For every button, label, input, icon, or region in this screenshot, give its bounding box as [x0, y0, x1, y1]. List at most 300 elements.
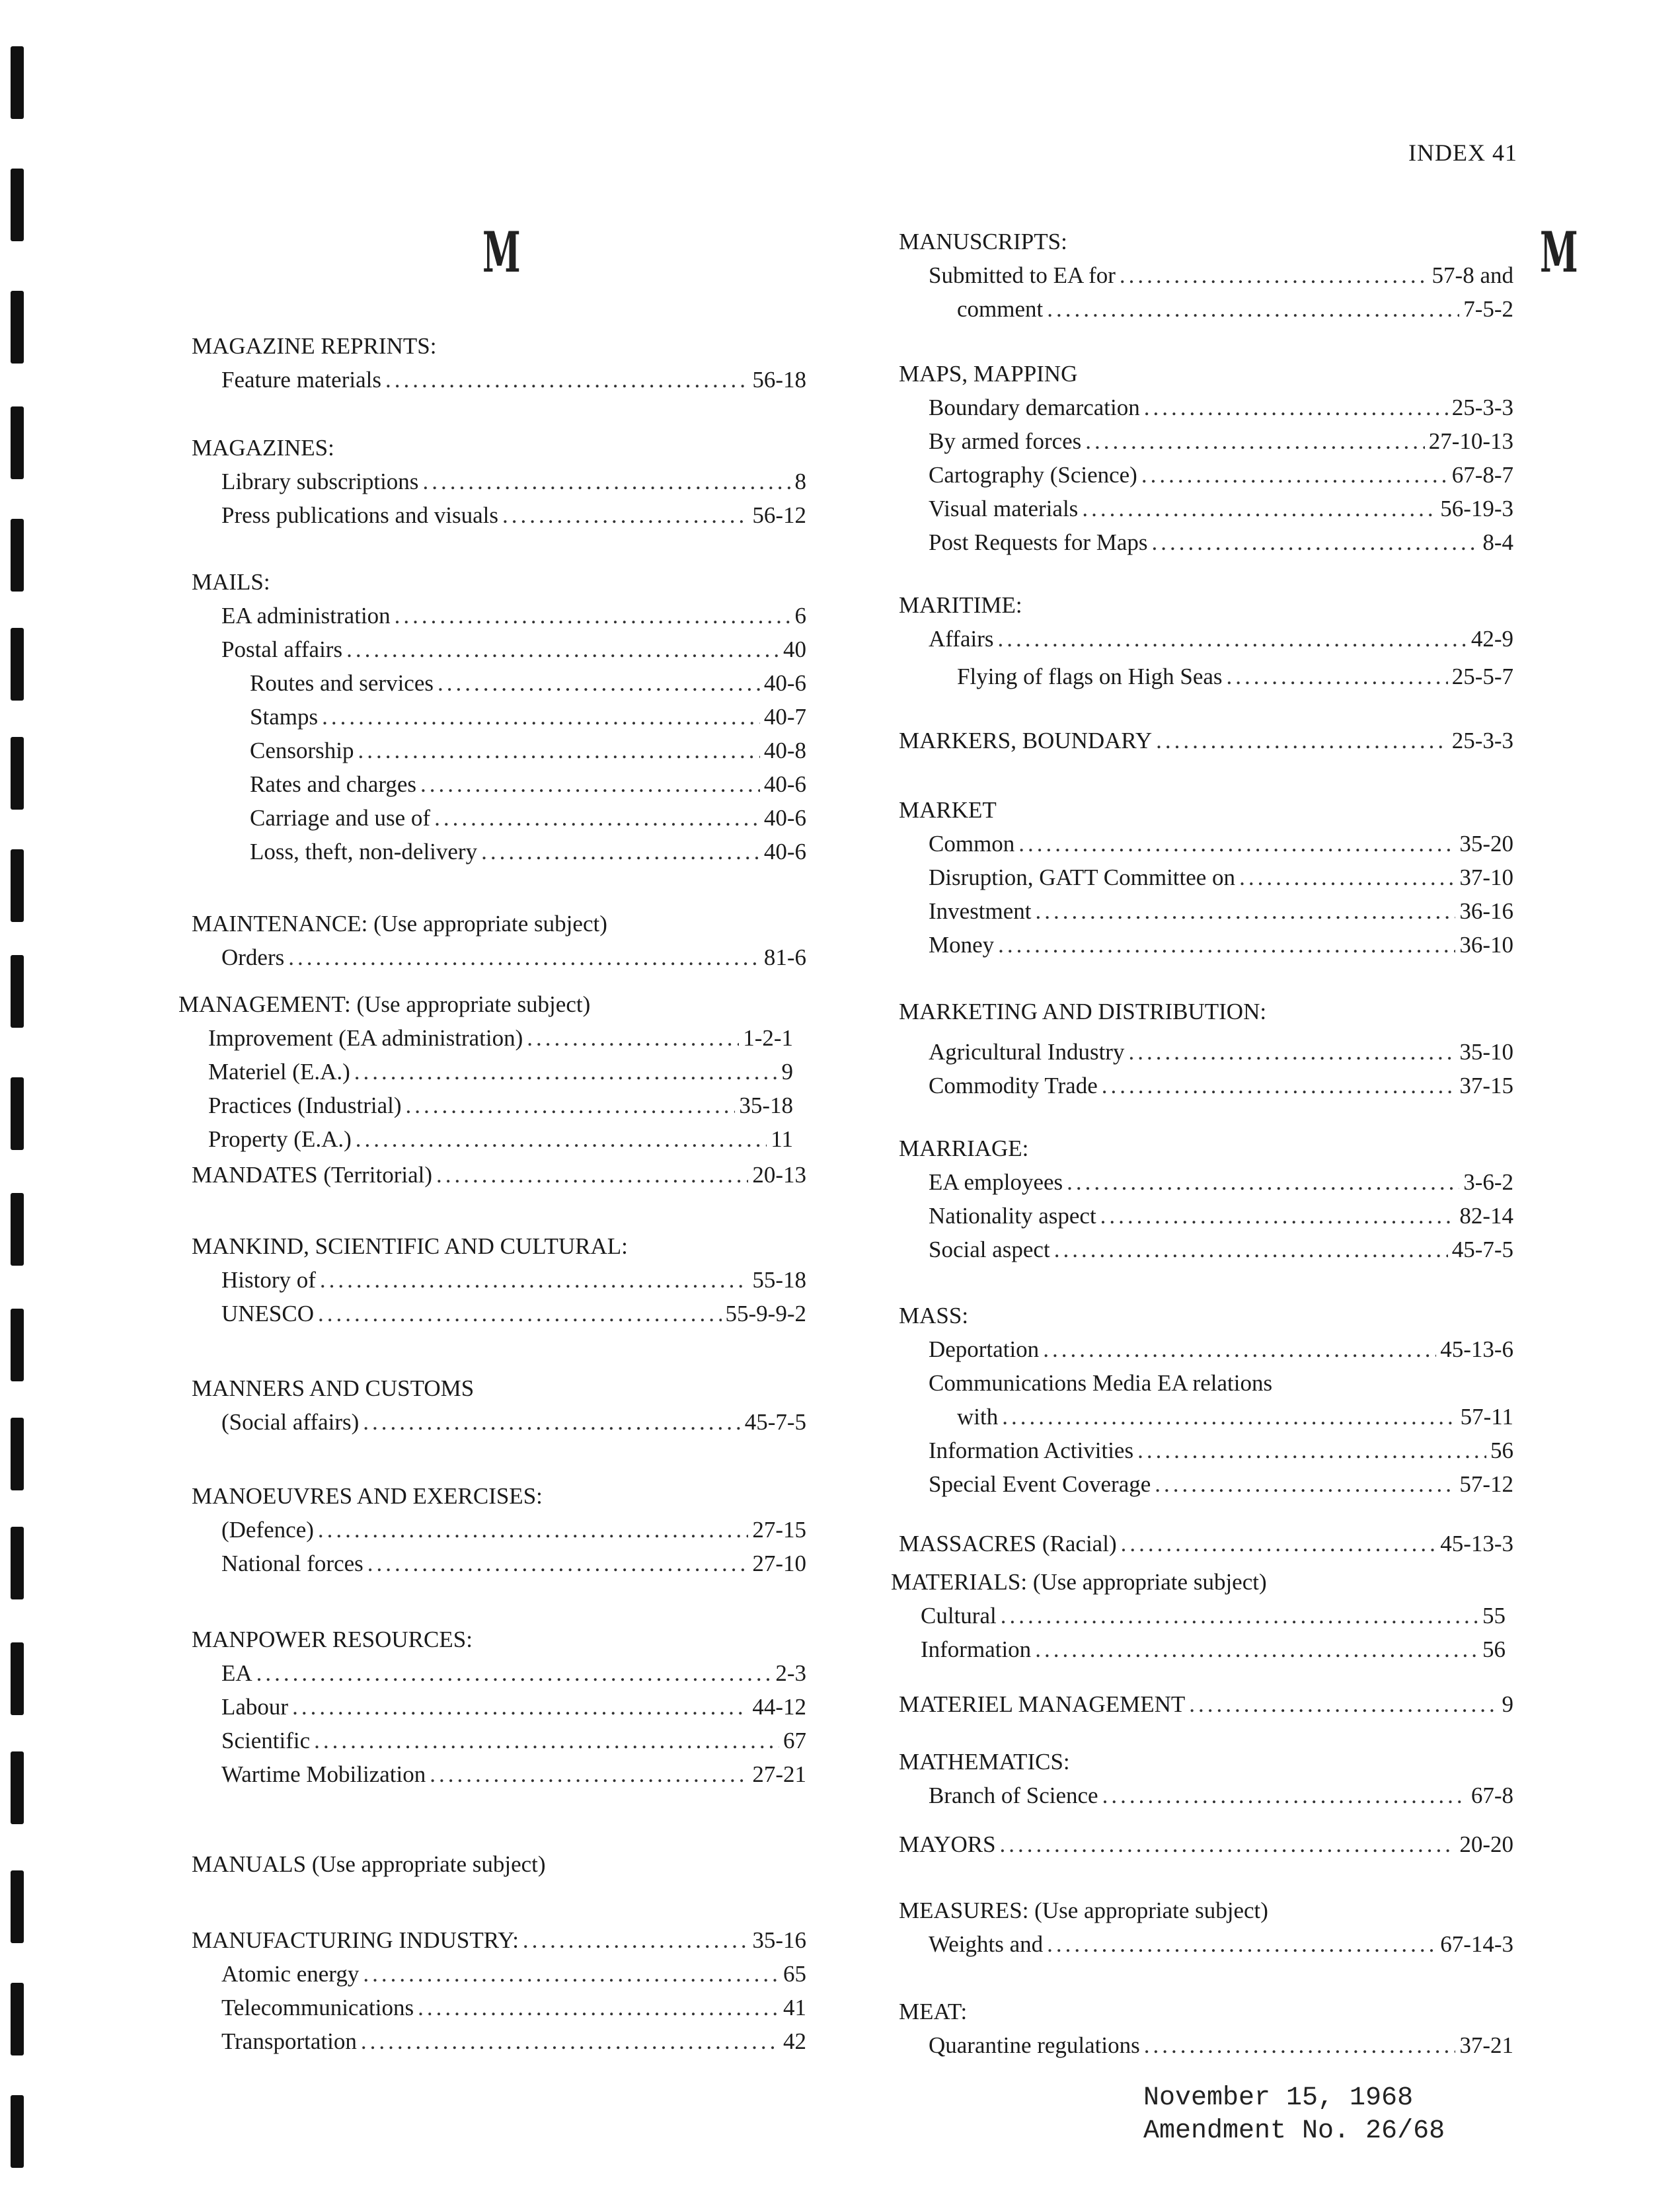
- index-heading: MANPOWER RESOURCES:: [192, 1627, 473, 1652]
- index-section: [192, 1158, 806, 1192]
- index-entry: [899, 1527, 1513, 1560]
- dot-leader: [354, 1055, 778, 1089]
- index-entry: [899, 292, 1513, 326]
- entry-reference: 56-19-3: [1440, 496, 1513, 521]
- entry-label: Telecommunications: [221, 1995, 414, 2020]
- index-entry: [899, 492, 1513, 525]
- index-entry: [192, 734, 806, 767]
- index-section: [192, 1847, 806, 1881]
- binder-mark: [11, 2095, 24, 2168]
- dot-leader: [1047, 292, 1459, 326]
- entry-label: Social aspect: [929, 1237, 1050, 1262]
- footer-date: November 15, 1968: [1143, 2083, 1414, 2113]
- entry-reference: 45-7-5: [1451, 1237, 1513, 1262]
- entry-reference: 45-13-6: [1440, 1336, 1513, 1362]
- entry-label: Common: [929, 831, 1015, 857]
- index-section: [192, 431, 806, 532]
- entry-reference: 55-18: [752, 1267, 806, 1293]
- binder-mark: [11, 169, 24, 241]
- index-entry: [899, 894, 1513, 928]
- index-heading: MAPS, MAPPING: [899, 361, 1078, 387]
- dot-leader: [1121, 1527, 1437, 1560]
- dot-leader: [1137, 1434, 1486, 1467]
- index-heading: MARKET: [899, 797, 997, 823]
- index-section: [899, 1995, 1513, 2062]
- index-section: [192, 1923, 806, 2058]
- entry-reference: 56-12: [752, 502, 806, 528]
- index-entry: [192, 2024, 806, 2058]
- index-section: [899, 1745, 1513, 1812]
- index-entry: [899, 1199, 1513, 1233]
- dot-leader: [1054, 1233, 1448, 1266]
- entry-label: Stamps: [250, 704, 319, 730]
- binder-mark: [11, 1983, 24, 2055]
- entry-reference: 40-6: [763, 771, 806, 797]
- binder-mark: [11, 1870, 24, 1943]
- entry-label: Carriage and use of: [250, 805, 431, 831]
- entry-reference: 20-13: [752, 1162, 806, 1188]
- index-entry: [192, 941, 806, 974]
- index-entry: [178, 1122, 793, 1156]
- dot-leader: [361, 2024, 779, 2058]
- index-section: [899, 588, 1513, 693]
- index-heading: MARKETING AND DISTRIBUTION:: [899, 999, 1267, 1024]
- entry-label: MARKERS, BOUNDARY: [899, 728, 1153, 753]
- dot-leader: [1067, 1165, 1459, 1199]
- dot-leader: [288, 941, 760, 974]
- binder-mark: [11, 46, 24, 119]
- index-entry: [192, 1757, 806, 1791]
- dot-leader: [1002, 1400, 1456, 1434]
- entry-label: Press publications and visuals: [221, 502, 498, 528]
- entry-label: Communications Media EA relations: [929, 1370, 1273, 1396]
- dot-leader: [438, 666, 760, 700]
- entry-reference: 2-3: [775, 1660, 806, 1686]
- entry-reference: 40-8: [763, 738, 806, 763]
- index-entry: [899, 1434, 1513, 1467]
- index-entry: [178, 1089, 793, 1122]
- entry-reference: 55: [1482, 1603, 1506, 1629]
- entry-reference: 67: [783, 1728, 806, 1753]
- dot-leader: [320, 1263, 748, 1297]
- binder-mark: [11, 955, 24, 1028]
- amendment-footer: [1143, 2082, 1445, 2148]
- dot-leader: [1141, 458, 1448, 492]
- entry-reference: 42: [783, 2028, 806, 2054]
- binder-mark: [11, 1751, 24, 1824]
- index-entry: [899, 622, 1513, 656]
- index-heading: MASS:: [899, 1303, 969, 1328]
- entry-reference: 37-10: [1459, 864, 1513, 890]
- dot-leader: [1152, 525, 1479, 559]
- entry-label: Feature materials: [221, 367, 381, 393]
- index-section: [891, 1565, 1506, 1666]
- binder-mark: [11, 1077, 24, 1150]
- entry-reference: 9: [1502, 1691, 1513, 1717]
- index-entry: [192, 767, 806, 801]
- entry-label: Boundary demarcation: [929, 395, 1140, 420]
- index-heading: MARRIAGE:: [899, 1135, 1029, 1161]
- index-heading: MANAGEMENT: (Use appropriate subject): [178, 991, 591, 1017]
- dot-leader: [420, 767, 760, 801]
- entry-label: Post Requests for Maps: [929, 529, 1148, 555]
- dot-leader: [1189, 1687, 1498, 1721]
- index-section: [178, 987, 793, 1156]
- dot-leader: [1239, 861, 1455, 894]
- dot-leader: [1227, 660, 1448, 693]
- index-entry: [192, 1405, 806, 1439]
- index-entry: [899, 258, 1513, 292]
- index-section: [192, 1229, 806, 1330]
- entry-reference: 65: [783, 1961, 806, 1987]
- binder-mark: [11, 737, 24, 810]
- binder-mark: [11, 849, 24, 922]
- index-entry: [899, 1035, 1513, 1069]
- binder-mark: [11, 1418, 24, 1490]
- entry-label: Transportation: [221, 2028, 357, 2054]
- index-entry: [192, 498, 806, 532]
- index-entry: [192, 633, 806, 666]
- index-entry: [192, 599, 806, 633]
- dot-leader: [1102, 1069, 1456, 1102]
- dot-leader: [363, 1957, 779, 1991]
- entry-reference: 40: [783, 636, 806, 662]
- index-entry: [178, 1055, 793, 1089]
- entry-reference: 8: [794, 469, 806, 494]
- index-entry: [192, 1923, 806, 1957]
- dot-leader: [481, 835, 760, 868]
- entry-label: EA employees: [929, 1169, 1063, 1195]
- dot-leader: [395, 599, 791, 633]
- entry-reference: 40-6: [763, 670, 806, 696]
- dot-leader: [406, 1089, 736, 1122]
- entry-reference: 55-9-9-2: [725, 1301, 806, 1326]
- index-section: [899, 1894, 1513, 1961]
- entry-label: Library subscriptions: [221, 469, 419, 494]
- entry-label: Flying of flags on High Seas: [957, 664, 1223, 689]
- dot-leader: [502, 498, 748, 532]
- entry-label: Nationality aspect: [929, 1203, 1096, 1229]
- index-entry: [899, 1927, 1513, 1961]
- index-entry: [899, 458, 1513, 492]
- entry-reference: 35-20: [1459, 831, 1513, 857]
- entry-reference: 3-6-2: [1463, 1169, 1513, 1195]
- entry-label: MAYORS: [899, 1831, 996, 1857]
- entry-label: History of: [221, 1267, 316, 1293]
- entry-label: Orders: [221, 944, 285, 970]
- binder-mark: [11, 628, 24, 701]
- index-heading: MAINTENANCE: (Use appropriate subject): [192, 911, 607, 937]
- entry-label: National forces: [221, 1551, 363, 1576]
- index-section: [899, 1132, 1513, 1266]
- index-entry: [899, 1233, 1513, 1266]
- dot-leader: [1085, 424, 1424, 458]
- entry-reference: 35-10: [1459, 1039, 1513, 1065]
- entry-reference: 25-3-3: [1451, 728, 1513, 753]
- dot-leader: [1043, 1332, 1436, 1366]
- index-entry: [192, 1263, 806, 1297]
- dot-leader: [322, 700, 760, 734]
- index-section: [899, 357, 1513, 559]
- binder-mark: [11, 1309, 24, 1381]
- entry-label: Money: [929, 932, 995, 958]
- dot-leader: [1000, 1827, 1456, 1861]
- entry-label: (Defence): [221, 1517, 314, 1543]
- binder-mark: [11, 1193, 24, 1266]
- index-entry: [192, 1991, 806, 2024]
- index-heading: MAGAZINES:: [192, 435, 334, 461]
- entry-label: (Social affairs): [221, 1409, 360, 1435]
- entry-label: MASSACRES (Racial): [899, 1531, 1117, 1556]
- entry-reference: 35-16: [752, 1927, 806, 1953]
- dot-leader: [1128, 1035, 1455, 1069]
- entry-reference: 67-14-3: [1440, 1931, 1513, 1957]
- entry-label: Information Activities: [929, 1438, 1134, 1463]
- index-entry: [192, 1690, 806, 1724]
- entry-reference: 67-8: [1470, 1783, 1513, 1808]
- dot-leader: [1102, 1779, 1467, 1812]
- entry-reference: 36-16: [1459, 898, 1513, 924]
- index-entry: [192, 1656, 806, 1690]
- index-heading: MAILS:: [192, 569, 270, 595]
- entry-label: UNESCO: [221, 1301, 315, 1326]
- entry-reference: 45-13-3: [1440, 1531, 1513, 1556]
- dot-leader: [430, 1757, 748, 1791]
- binder-mark: [11, 519, 24, 592]
- dot-leader: [523, 1923, 748, 1957]
- entry-reference: 7-5-2: [1463, 296, 1513, 322]
- footer-amendment: Amendment No. 26/68: [1143, 2116, 1445, 2146]
- entry-label: MANUFACTURING INDUSTRY:: [192, 1927, 519, 1953]
- entry-label: Censorship: [250, 738, 354, 763]
- entry-reference: 27-15: [752, 1517, 806, 1543]
- binder-hole-marks: [7, 46, 26, 2161]
- entry-label: Loss, theft, non-delivery: [250, 839, 478, 864]
- entry-reference: 56-18: [752, 367, 806, 393]
- entry-reference: 37-15: [1459, 1073, 1513, 1098]
- dot-leader: [1155, 1467, 1455, 1501]
- entry-label: Affairs: [929, 626, 994, 652]
- entry-reference: 57-12: [1459, 1471, 1513, 1497]
- entry-reference: 27-10-13: [1428, 428, 1513, 454]
- entry-reference: 25-3-3: [1451, 395, 1513, 420]
- dot-leader: [1144, 391, 1448, 424]
- entry-reference: 9: [781, 1059, 793, 1085]
- index-entry: [899, 827, 1513, 861]
- index-section: [192, 1623, 806, 1791]
- dot-leader: [363, 1405, 740, 1439]
- entry-label: Agricultural Industry: [929, 1039, 1125, 1065]
- entry-reference: 81-6: [763, 944, 806, 970]
- index-section: [192, 1371, 806, 1439]
- entry-label: Special Event Coverage: [929, 1471, 1151, 1497]
- entry-reference: 41: [783, 1995, 806, 2020]
- index-entry: [899, 1366, 1513, 1400]
- dot-leader: [998, 928, 1455, 962]
- index-entry: [899, 391, 1513, 424]
- entry-label: Visual materials: [929, 496, 1079, 521]
- entry-label: Improvement (EA administration): [208, 1025, 523, 1051]
- index-entry: [899, 1779, 1513, 1812]
- index-entry: [899, 1467, 1513, 1501]
- index-entry: [192, 666, 806, 700]
- index-section: [192, 907, 806, 974]
- index-section: [899, 225, 1513, 326]
- index-entry: [899, 525, 1513, 559]
- entry-reference: 57-8 and: [1432, 262, 1513, 288]
- index-entry: [192, 363, 806, 397]
- index-section: [192, 1479, 806, 1580]
- dot-leader: [1047, 1927, 1436, 1961]
- binder-mark: [11, 1527, 24, 1599]
- entry-label: Atomic energy: [221, 1961, 360, 1987]
- dot-leader: [434, 801, 760, 835]
- entry-label: Quarantine regulations: [929, 2032, 1140, 2058]
- section-letter-left: M: [482, 219, 521, 285]
- index-heading: MANOEUVRES AND EXERCISES:: [192, 1483, 543, 1509]
- index-section: [899, 1299, 1513, 1501]
- entry-reference: 27-21: [752, 1761, 806, 1787]
- entry-label: Postal affairs: [221, 636, 343, 662]
- entry-label: Weights and: [929, 1931, 1044, 1957]
- entry-reference: 6: [794, 603, 806, 629]
- index-entry: [192, 801, 806, 835]
- dot-leader: [1156, 724, 1448, 757]
- index-section: [192, 329, 806, 397]
- index-entry: [899, 1165, 1513, 1199]
- index-entry: [899, 424, 1513, 458]
- entry-label: Investment: [929, 898, 1032, 924]
- entry-reference: 25-5-7: [1451, 664, 1513, 689]
- dot-leader: [346, 633, 779, 666]
- index-entry: [899, 1827, 1513, 1861]
- dot-leader: [1001, 1599, 1478, 1632]
- entry-reference: 82-14: [1459, 1203, 1513, 1229]
- dot-leader: [1018, 827, 1455, 861]
- entry-label: Cultural: [921, 1603, 997, 1629]
- entry-label: Information: [921, 1636, 1032, 1662]
- dot-leader: [292, 1690, 748, 1724]
- binder-mark: [11, 406, 24, 479]
- dot-leader: [998, 622, 1467, 656]
- entry-reference: 11: [771, 1126, 793, 1152]
- index-heading: MEASURES: (Use appropriate subject): [899, 1898, 1268, 1923]
- dot-leader: [1144, 2028, 1456, 2062]
- entry-reference: 56: [1490, 1438, 1513, 1463]
- entry-label: MANDATES (Territorial): [192, 1162, 432, 1188]
- dot-leader: [367, 1547, 749, 1580]
- index-entry: [891, 1632, 1506, 1666]
- entry-label: Property (E.A.): [208, 1126, 352, 1152]
- index-entry: [192, 1547, 806, 1580]
- dot-leader: [1120, 258, 1428, 292]
- dot-leader: [436, 1158, 748, 1192]
- dot-leader: [318, 1513, 748, 1547]
- entry-reference: 36-10: [1459, 932, 1513, 958]
- dot-leader: [256, 1656, 772, 1690]
- entry-label: Wartime Mobilization: [221, 1761, 426, 1787]
- entry-reference: 35-18: [739, 1093, 793, 1118]
- dot-leader: [1035, 1632, 1478, 1666]
- section-letter-right: M: [1540, 219, 1578, 285]
- index-entry: [899, 660, 1513, 693]
- entry-label: Scientific: [221, 1728, 311, 1753]
- entry-reference: 57-11: [1460, 1404, 1513, 1430]
- entry-label: comment: [957, 296, 1044, 322]
- entry-label: Routes and services: [250, 670, 434, 696]
- entry-label: Labour: [221, 1694, 289, 1720]
- index-heading: MAGAZINE REPRINTS:: [192, 333, 437, 359]
- index-heading: MANNERS AND CUSTOMS: [192, 1375, 475, 1401]
- binder-mark: [11, 1642, 24, 1715]
- index-entry: [899, 861, 1513, 894]
- entry-label: Deportation: [929, 1336, 1040, 1362]
- index-section: [899, 1827, 1513, 1861]
- index-entry: [178, 1021, 793, 1055]
- dot-leader: [1036, 894, 1456, 928]
- entry-reference: 44-12: [752, 1694, 806, 1720]
- entry-label: Branch of Science: [929, 1783, 1098, 1808]
- index-heading: MANUSCRIPTS:: [899, 229, 1067, 254]
- index-entry: [192, 465, 806, 498]
- index-section: [899, 724, 1513, 757]
- dot-leader: [358, 734, 760, 767]
- entry-label: Cartography (Science): [929, 462, 1137, 488]
- dot-leader: [385, 363, 748, 397]
- index-heading: MANUALS (Use appropriate subject): [192, 1851, 546, 1877]
- page-number-header: INDEX 41: [1408, 139, 1517, 166]
- index-entry: [899, 1332, 1513, 1366]
- index-entry: [891, 1599, 1506, 1632]
- entry-reference: 37-21: [1459, 2032, 1513, 2058]
- entry-label: Practices (Industrial): [208, 1093, 402, 1118]
- entry-reference: 40-6: [763, 839, 806, 864]
- entry-label: with: [957, 1404, 999, 1430]
- binder-mark: [11, 291, 24, 364]
- index-entry: [192, 700, 806, 734]
- entry-reference: 8-4: [1482, 529, 1513, 555]
- index-entry: [192, 1724, 806, 1757]
- index-heading: MATHEMATICS:: [899, 1749, 1070, 1775]
- entry-reference: 27-10: [752, 1551, 806, 1576]
- dot-leader: [318, 1297, 722, 1330]
- index-entry: [899, 1687, 1513, 1721]
- index-heading: MARITIME:: [899, 592, 1022, 618]
- entry-label: EA: [221, 1660, 252, 1686]
- index-heading: MATERIALS: (Use appropriate subject): [891, 1569, 1267, 1595]
- entry-reference: 40-6: [763, 805, 806, 831]
- index-entry: [899, 1400, 1513, 1434]
- dot-leader: [1082, 492, 1436, 525]
- index-section: [899, 793, 1513, 962]
- dot-leader: [1100, 1199, 1456, 1233]
- index-entry: [192, 1513, 806, 1547]
- entry-label: Disruption, GATT Committee on: [929, 864, 1236, 890]
- index-entry: [899, 928, 1513, 962]
- dot-leader: [314, 1724, 779, 1757]
- dot-leader: [527, 1021, 739, 1055]
- index-entry: [192, 835, 806, 868]
- entry-reference: 67-8-7: [1451, 462, 1513, 488]
- entry-reference: 45-7-5: [744, 1409, 806, 1435]
- index-section: [192, 565, 806, 868]
- entry-label: Submitted to EA for: [929, 262, 1116, 288]
- index-entry: [899, 724, 1513, 757]
- dot-leader: [356, 1122, 767, 1156]
- index-entry: [899, 2028, 1513, 2062]
- entry-label: Commodity Trade: [929, 1073, 1098, 1098]
- dot-leader: [422, 465, 790, 498]
